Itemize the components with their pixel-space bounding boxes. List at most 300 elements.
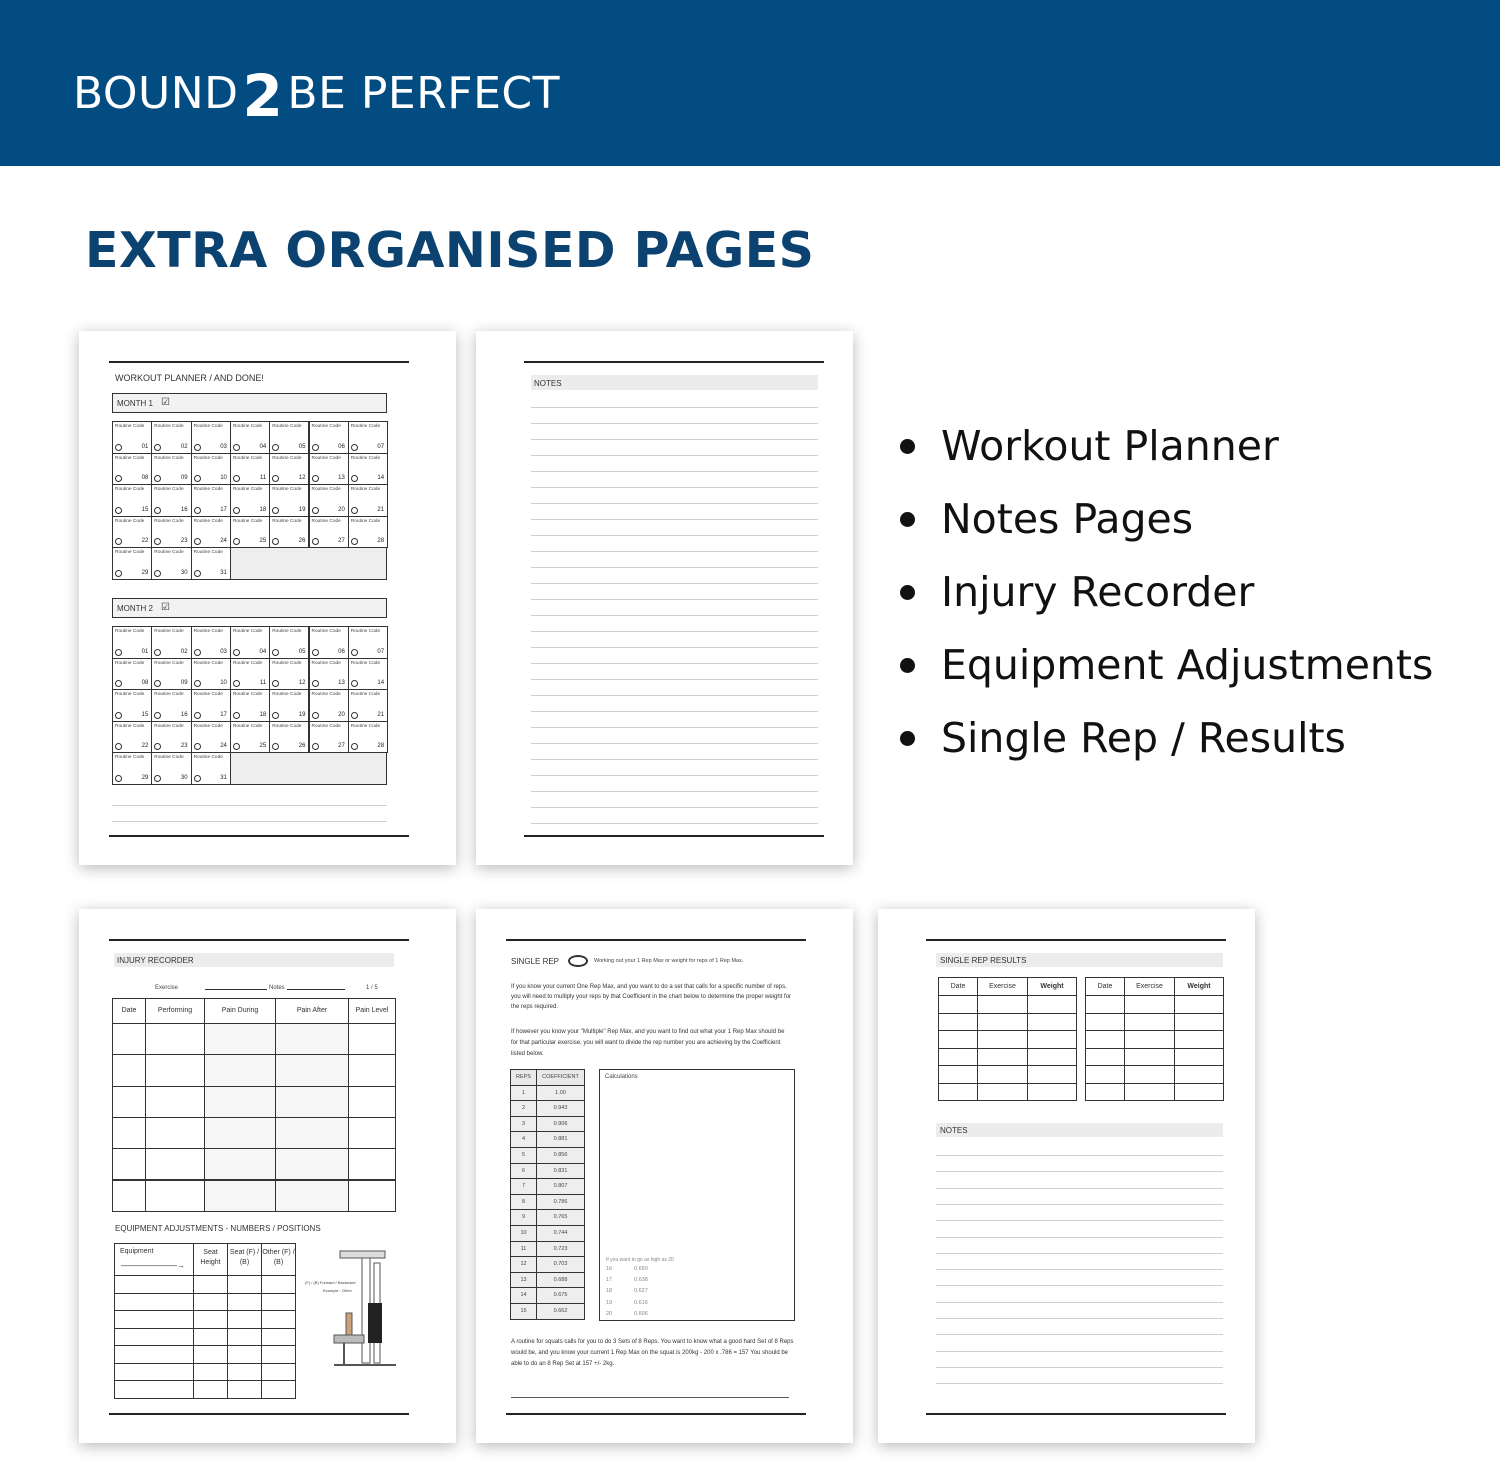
day-number: 31 <box>220 774 227 781</box>
writing-line <box>936 1237 1223 1238</box>
routine-code-label: Routine Code <box>115 550 145 555</box>
results-cell <box>977 1013 1028 1032</box>
routine-code-label: Routine Code <box>193 692 223 697</box>
coefficient-value: 0.943 <box>553 1105 568 1112</box>
injury-cell <box>112 1117 146 1149</box>
day-cell <box>348 421 388 454</box>
done-circle-icon <box>351 712 358 719</box>
reps-value: 12 <box>520 1261 527 1268</box>
reps-cell <box>510 1194 537 1211</box>
extra-reps-value: 17 <box>606 1277 613 1284</box>
coefficient-header-label: REPS <box>516 1074 531 1080</box>
extra-reps-note: If you want to go as high as 20 <box>606 1257 674 1263</box>
done-circle-icon <box>194 680 201 687</box>
results-column-label: Weight <box>1187 983 1211 990</box>
writing-line <box>531 423 818 424</box>
day-number: 13 <box>338 680 345 686</box>
results-cell <box>1174 1065 1224 1084</box>
top-rule <box>109 939 409 941</box>
routine-code-label: Routine Code <box>115 487 145 492</box>
coefficient-cell <box>536 1178 585 1195</box>
results-column-header <box>1124 977 1175 996</box>
equipment-cell <box>193 1380 228 1399</box>
day-cell <box>112 752 152 785</box>
injury-column-header <box>145 998 205 1024</box>
day-number: 28 <box>377 743 385 749</box>
notes-page <box>476 331 853 865</box>
reps-cell <box>510 1116 537 1133</box>
day-cell <box>230 484 270 517</box>
writing-line <box>531 727 818 728</box>
equipment-cell <box>193 1328 228 1347</box>
coefficient-cell <box>536 1194 585 1211</box>
day-number: 06 <box>338 443 345 450</box>
done-circle-icon <box>272 538 279 545</box>
done-circle-icon <box>115 538 122 545</box>
bottom-rule <box>109 835 409 837</box>
routine-code-label: Routine Code <box>193 455 223 461</box>
reps-cell <box>510 1272 537 1289</box>
day-cell <box>191 626 231 659</box>
done-circle-icon <box>351 444 358 451</box>
equipment-cell <box>261 1293 296 1312</box>
routine-code-label: Routine Code <box>350 692 381 697</box>
results-cell <box>1027 1065 1077 1084</box>
day-number: 19 <box>298 506 306 513</box>
injury-cell <box>204 1117 276 1149</box>
reps-cell <box>510 1163 537 1180</box>
coefficient-header-label: COEFFICIENT <box>542 1074 579 1080</box>
day-cell <box>309 689 349 722</box>
routine-code-label: Routine Code <box>350 424 381 429</box>
single-rep-title: SINGLE REP <box>511 957 560 966</box>
day-number: 16 <box>180 506 188 513</box>
calculations-box <box>599 1069 795 1321</box>
results-notes-bar <box>936 1123 1223 1137</box>
reps-value: 9 <box>521 1214 526 1221</box>
reps-cell <box>510 1209 537 1226</box>
day-cell <box>151 689 191 722</box>
routine-code-label: Routine Code <box>272 455 302 461</box>
day-cell <box>230 626 270 659</box>
routine-code-label: Routine Code <box>232 424 263 429</box>
routine-code-label: Routine Code <box>272 487 302 492</box>
done-circle-icon <box>194 775 201 782</box>
done-circle-icon <box>194 743 201 750</box>
feature-item <box>900 564 1433 637</box>
done-circle-icon <box>154 680 161 687</box>
day-cell <box>112 547 152 580</box>
results-cell <box>1124 1083 1175 1102</box>
day-cell <box>151 516 191 549</box>
day-number: 19 <box>298 711 306 718</box>
equipment-column-label: Other (F) / (B) <box>262 1249 295 1266</box>
done-circle-icon <box>194 444 201 451</box>
top-rule <box>109 361 409 363</box>
done-circle-icon <box>233 538 240 545</box>
coefficient-value: 0.786 <box>553 1198 568 1205</box>
brand-header <box>0 0 1500 166</box>
done-circle-icon <box>154 507 161 514</box>
day-number: 17 <box>220 711 227 718</box>
done-circle-icon <box>272 712 279 719</box>
reps-value: 11 <box>520 1245 527 1252</box>
day-number: 25 <box>259 743 267 749</box>
coefficient-value: 1.00 <box>555 1089 566 1096</box>
brand-text-end: BE PERFECT <box>287 68 560 119</box>
coefficient-cell <box>536 1209 585 1226</box>
day-number: 07 <box>377 648 385 655</box>
day-number: 29 <box>141 774 149 781</box>
injury-column-header <box>112 998 146 1024</box>
results-column-label: Exercise <box>989 983 1016 990</box>
equipment-cell <box>193 1293 228 1312</box>
done-circle-icon <box>115 775 122 782</box>
day-cell <box>151 421 191 454</box>
reps-cell <box>510 1287 537 1304</box>
reps-cell <box>510 1225 537 1242</box>
results-cell <box>1027 1013 1077 1032</box>
done-circle-icon <box>272 743 279 750</box>
writing-line <box>531 599 818 600</box>
day-number: 05 <box>298 443 306 450</box>
arrow-right-icon: ———————→ <box>121 1261 185 1270</box>
routine-code-label: Routine Code <box>350 518 381 524</box>
day-cell <box>309 421 349 454</box>
done-circle-icon <box>194 570 201 577</box>
done-circle-icon <box>233 743 240 750</box>
day-cell <box>112 626 152 659</box>
done-circle-icon <box>194 507 201 514</box>
equipment-column-label: Equipment <box>120 1248 154 1255</box>
done-circle-icon <box>154 475 161 482</box>
day-cell <box>151 658 191 691</box>
results-cell <box>1027 1030 1077 1049</box>
equipment-cell <box>261 1380 296 1399</box>
routine-code-label: Routine Code <box>311 660 341 666</box>
writing-line <box>531 711 818 712</box>
day-cell <box>191 658 231 691</box>
reps-cell <box>510 1085 537 1102</box>
equipment-column-header <box>114 1243 194 1276</box>
writing-line <box>531 631 818 632</box>
day-cell <box>112 689 152 722</box>
diagram-label: Example : Other <box>323 1288 352 1293</box>
reps-cell <box>510 1147 537 1164</box>
day-number: 23 <box>180 743 188 749</box>
injury-cell <box>348 1148 396 1180</box>
results-cell <box>1027 1083 1077 1102</box>
results-cell <box>977 1030 1028 1049</box>
routine-code-label: Routine Code <box>115 424 145 429</box>
equipment-cell <box>227 1345 262 1364</box>
day-cell <box>309 658 349 691</box>
day-cell <box>269 689 309 722</box>
injury-cell <box>204 1054 276 1086</box>
day-cell <box>230 421 270 454</box>
writing-line <box>531 615 818 616</box>
equipment-cell <box>261 1310 296 1329</box>
done-circle-icon <box>115 475 122 482</box>
reps-cell <box>510 1303 537 1320</box>
done-circle-icon <box>272 444 279 451</box>
day-number: 22 <box>141 538 149 544</box>
results-notes-title: NOTES <box>940 1126 968 1135</box>
day-cell <box>309 721 349 754</box>
injury-column-label: Performing <box>157 1007 193 1014</box>
day-cell <box>269 484 309 517</box>
writing-line <box>531 519 818 520</box>
day-number: 12 <box>298 475 306 481</box>
day-cell <box>269 516 309 549</box>
checkmark-icon: ☑ <box>161 602 170 613</box>
coefficient-value: 0.662 <box>553 1308 568 1314</box>
results-cell <box>1174 1083 1224 1102</box>
injury-cell <box>145 1054 205 1086</box>
writing-line <box>112 805 387 806</box>
equipment-cell <box>193 1275 228 1294</box>
writing-line <box>531 471 818 472</box>
done-circle-icon <box>272 649 279 656</box>
routine-code-label: Routine Code <box>154 755 184 760</box>
routine-code-label: Routine Code <box>311 518 341 524</box>
reps-cell <box>510 1241 537 1258</box>
done-circle-icon <box>115 712 122 719</box>
extra-coefficient-value: 0.650 <box>634 1266 648 1272</box>
results-cell <box>1085 1030 1125 1049</box>
done-circle-icon <box>351 475 358 482</box>
day-cell <box>112 453 152 486</box>
writing-line <box>531 807 818 808</box>
day-number: 15 <box>141 506 149 513</box>
day-number: 06 <box>338 648 345 655</box>
injury-cell <box>145 1117 205 1149</box>
results-cell <box>977 995 1028 1014</box>
routine-code-label: Routine Code <box>193 550 223 555</box>
done-circle-icon <box>154 712 161 719</box>
routine-code-label: Routine Code <box>115 518 145 524</box>
extra-reps-value: 16 <box>606 1266 613 1272</box>
equipment-cell <box>193 1310 228 1329</box>
day-cell <box>191 453 231 486</box>
day-cell <box>191 547 231 580</box>
writing-line <box>936 1188 1223 1189</box>
day-cell <box>348 484 388 517</box>
day-number: 02 <box>180 443 188 450</box>
results-cell <box>1174 1048 1224 1067</box>
day-cell <box>112 721 152 754</box>
routine-code-label: Routine Code <box>193 629 223 634</box>
injury-cell <box>348 1054 396 1086</box>
day-number: 29 <box>141 569 149 576</box>
writing-line <box>531 743 818 744</box>
day-number: 22 <box>141 743 149 749</box>
writing-line <box>936 1318 1223 1319</box>
done-circle-icon <box>312 444 319 451</box>
day-number: 16 <box>180 711 188 718</box>
equipment-column-label: Seat Height <box>200 1249 221 1266</box>
notes-label: Notes <box>269 985 285 991</box>
routine-code-label: Routine Code <box>115 660 145 666</box>
day-number: 05 <box>298 648 306 655</box>
results-column-label: Date <box>950 983 966 990</box>
done-circle-icon <box>115 444 122 451</box>
injury-column-header <box>204 998 276 1024</box>
day-cell <box>151 721 191 754</box>
done-circle-icon <box>115 649 122 656</box>
day-cell <box>348 453 388 486</box>
injury-column-header <box>275 998 349 1024</box>
routine-code-label: Routine Code <box>311 455 341 461</box>
day-number: 23 <box>180 538 188 544</box>
injury-cell <box>275 1148 349 1180</box>
results-cell <box>938 1083 978 1102</box>
extra-coefficient-value: 0.638 <box>634 1277 648 1284</box>
day-cell <box>230 453 270 486</box>
done-circle-icon <box>233 680 240 687</box>
instruction-paragraph: If however you know your "Multiple" Rep Max, and you want to find out what your 1 Rep Max should be for that particular exercise, you will want to divide the rep number you are achieving by the Coefficient listed below. <box>511 1029 785 1057</box>
day-cell <box>348 626 388 659</box>
routine-code-label: Routine Code <box>311 723 341 729</box>
single-rep-results-page <box>878 909 1255 1443</box>
results-cell <box>977 1083 1028 1102</box>
day-number: 14 <box>377 475 385 481</box>
workout-planner-title: WORKOUT PLANNER / AND DONE! <box>115 373 264 383</box>
day-number: 31 <box>220 569 227 576</box>
calculations-label: Calculations <box>605 1074 638 1080</box>
done-circle-icon <box>233 712 240 719</box>
day-number: 24 <box>220 538 227 544</box>
day-number: 25 <box>259 538 267 544</box>
injury-column-label: Pain During <box>221 1007 259 1014</box>
writing-line <box>936 1367 1223 1368</box>
bullet-icon <box>900 731 915 746</box>
feature-item <box>900 637 1433 710</box>
bottom-rule <box>524 835 824 837</box>
day-number: 08 <box>141 680 149 686</box>
results-cell <box>1174 995 1224 1014</box>
feature-label: Workout Planner <box>941 422 1279 470</box>
day-cell <box>269 658 309 691</box>
equipment-column-header <box>193 1243 228 1276</box>
coefficient-value: 0.765 <box>553 1214 568 1221</box>
coefficient-value: 0.906 <box>553 1120 568 1127</box>
routine-code-label: Routine Code <box>154 723 184 729</box>
equipment-column-label: Seat (F) / (B) <box>229 1249 260 1266</box>
done-circle-icon <box>194 649 201 656</box>
coefficient-cell <box>536 1100 585 1117</box>
writing-line <box>531 535 818 536</box>
day-number: 18 <box>259 711 267 718</box>
results-cell <box>1027 1048 1077 1067</box>
day-number: 17 <box>220 506 227 513</box>
injury-cell <box>112 1054 146 1086</box>
done-circle-icon <box>154 775 161 782</box>
day-cell <box>269 453 309 486</box>
instruction-paragraph: If you know your current One Rep Max, and you want to do a set that calls for a specific number of reps, you will need to multiply your reps by that Coefficient in the chart below to determine the proper weight for the reps required. <box>511 984 792 1010</box>
day-number: 20 <box>338 711 345 718</box>
done-circle-icon <box>115 743 122 750</box>
extra-reps-value: 18 <box>606 1288 613 1295</box>
done-circle-icon <box>312 743 319 750</box>
routine-code-label: Routine Code <box>232 723 263 729</box>
results-cell <box>1027 995 1077 1014</box>
done-circle-icon <box>272 507 279 514</box>
coefficient-cell <box>536 1303 585 1320</box>
day-cell <box>151 453 191 486</box>
reps-value: 10 <box>520 1230 527 1236</box>
day-number: 28 <box>377 538 385 544</box>
coefficient-cell <box>536 1241 585 1258</box>
day-number: 11 <box>259 680 267 686</box>
day-number: 03 <box>220 443 227 450</box>
day-number: 14 <box>377 680 385 686</box>
routine-code-label: Routine Code <box>272 660 302 666</box>
day-number: 24 <box>220 743 227 749</box>
injury-cell <box>275 1117 349 1149</box>
injury-cell <box>275 1180 349 1212</box>
day-number: 26 <box>298 743 306 749</box>
coefficient-cell <box>536 1272 585 1289</box>
routine-code-label: Routine Code <box>272 629 302 634</box>
routine-code-label: Routine Code <box>232 660 263 666</box>
day-number: 10 <box>220 475 227 481</box>
routine-code-label: Routine Code <box>350 723 381 729</box>
bullet-icon <box>900 439 915 454</box>
done-circle-icon <box>272 475 279 482</box>
injury-cell <box>112 1023 146 1055</box>
injury-cell <box>145 1023 205 1055</box>
feature-label: Single Rep / Results <box>941 714 1346 762</box>
empty-cell-filler <box>230 752 387 785</box>
writing-line <box>531 503 818 504</box>
done-circle-icon <box>351 507 358 514</box>
workout-planner-page <box>79 331 456 865</box>
bottom-rule <box>926 1413 1226 1415</box>
writing-line <box>531 455 818 456</box>
equipment-column-header <box>261 1243 296 1276</box>
equipment-cell <box>261 1363 296 1382</box>
writing-line <box>531 823 818 824</box>
day-cell <box>112 516 152 549</box>
day-number: 07 <box>377 443 385 450</box>
equipment-cell <box>227 1310 262 1329</box>
day-number: 11 <box>259 475 267 481</box>
day-number: 04 <box>259 443 267 450</box>
results-cell <box>1124 1065 1175 1084</box>
results-cell <box>1085 1083 1125 1102</box>
results-column-header <box>1027 977 1077 996</box>
reps-value: 5 <box>521 1152 526 1158</box>
writing-line <box>531 439 818 440</box>
machine-diagram-icon <box>304 1243 404 1373</box>
injury-cell <box>112 1086 146 1118</box>
day-cell <box>191 421 231 454</box>
injury-cell <box>145 1086 205 1118</box>
routine-code-label: Routine Code <box>154 629 184 634</box>
routine-code-label: Routine Code <box>193 660 223 666</box>
coefficient-value: 0.881 <box>553 1136 568 1143</box>
done-circle-icon <box>312 649 319 656</box>
done-circle-icon <box>115 507 122 514</box>
writing-line <box>936 1351 1223 1352</box>
example-paragraph: A routine for squats calls for you to do 3 Sets of 8 Reps. You want to know what a good hard Set of 8 Reps would be, and you know your current 1 Rep Max on the squat is 200kg - 200 x .786 = 157 You should be able to do an 8 Rep Set at 157 +/- 2kg. <box>511 1339 794 1367</box>
day-cell <box>309 484 349 517</box>
feature-item <box>900 491 1433 564</box>
writing-line <box>936 1253 1223 1254</box>
coefficient-value: 0.703 <box>553 1261 568 1268</box>
routine-code-label: Routine Code <box>350 455 381 461</box>
